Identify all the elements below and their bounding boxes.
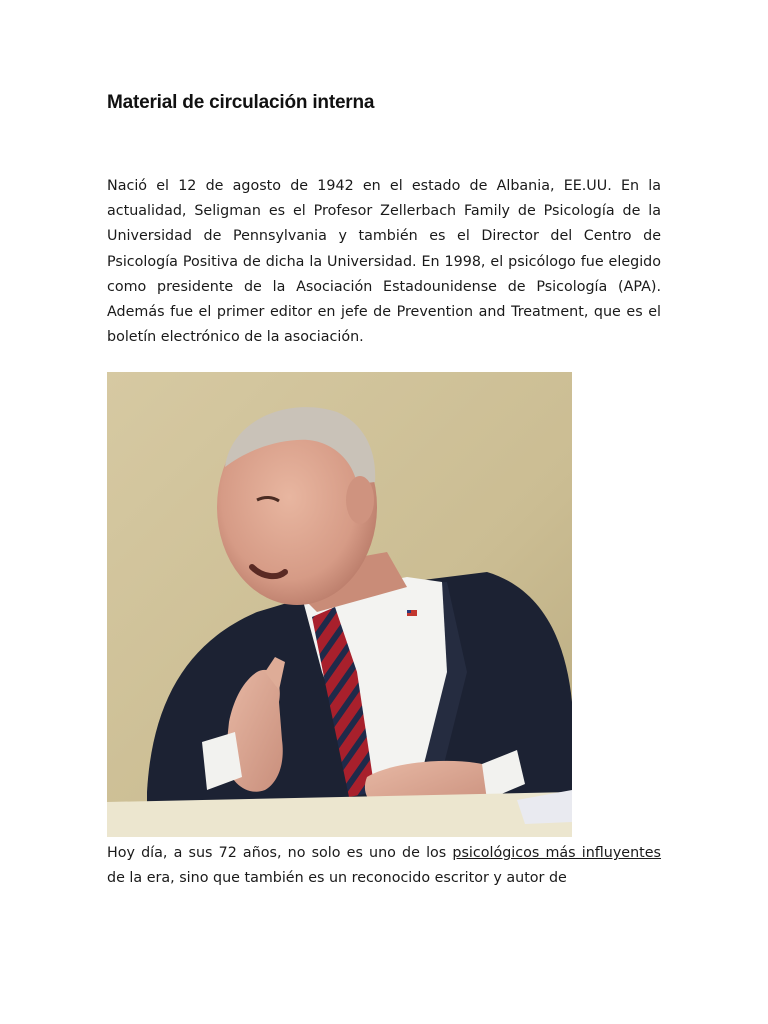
legacy-text-end: de la era, sino que también es un reconocido escritor y autor de [107,870,567,887]
legacy-paragraph [107,841,661,891]
portrait-photo [107,372,572,837]
biography-paragraph: Nació el 12 de agosto de 1942 en el estado de Albania, EE.UU. En la actualidad, Seligman es el Profesor Zellerbach Family de Psicología de la Universidad de Pennsylvania y también es el Director del Centro de Psicología Positiva de dicha la Universidad. En 1998, el psicólogo fue elegido como presidente de la Asociación Estadounidense de Psicología (APA). Además fue el primer editor en jefe de Prevention and Treatment, que es el boletín electrónico de la asociación. [107,178,661,346]
legacy-text-start: Hoy día, a sus 72 años, no solo es uno de los [107,845,453,861]
document-title: Material de circulación interna [107,92,375,113]
influential-psychologists-link[interactable]: psicológicos más influyentes [452,845,662,861]
